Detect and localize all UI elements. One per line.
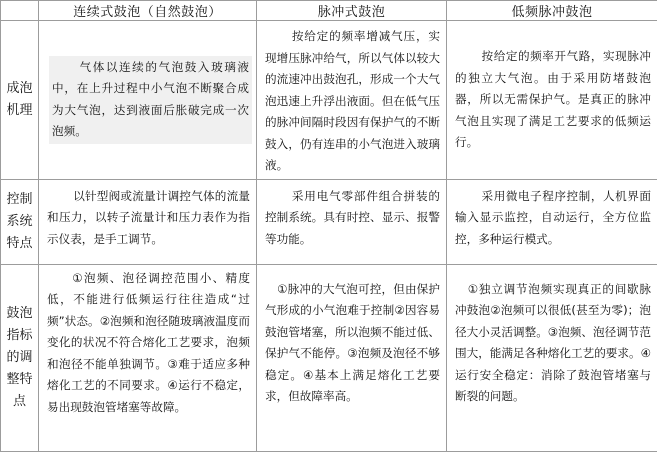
table-row [1,179,657,264]
table-cell [257,264,447,451]
cell-text: ①泡频、泡径调控范围小、精度低，不能进行低频运行往往造成“过频”状态。②泡频和泡径随玻璃液温度而变化的状况不符合熔化工艺要求，泡频和泡径不能单独调节。③难于适应多种熔化工艺的不同要求。④运行不稳定，易出现鼓泡管堵塞等故障。 [47,271,250,414]
row-label-bubbling-mechanism: 成泡机理 [1,21,39,180]
column-header-pulse: 脉冲式鼓泡 [257,1,447,21]
row-label-index-adjustment: 鼓泡指标的调整特点 [1,264,39,451]
cell-text: 按给定的频率增减气压，实现增压脉冲给气，所以气体以较大的流速冲出鼓泡孔，形成一个大气泡迅速上升浮出液面。但在低气压的脉冲间隔时段因有保护气的不断鼓入，仍有连串的小气泡进入玻璃液。 [265,29,440,172]
cell-text: ①脉冲的大气泡可控，但由保护气形成的小气泡难于控制②因容易鼓泡管堵塞，所以泡频不能过低、保护气不能停。③泡频及泡径不够稳定。④基本上满足熔化工艺要求，但故障率高。 [265,282,440,404]
row-label-control-system: 控制系统特点 [1,179,39,264]
cell-text: 采用电气零部件组合拼装的控制系统。具有时控、显示、报警等功能。 [265,189,440,246]
table-cell [39,179,257,264]
table-cell [447,21,657,180]
cell-text: ①独立调节泡频实现真正的间歇脉冲鼓泡②泡频可以很低(甚至为零)；泡径大小灵活调整。③泡频、泡径调节范围大，能满足各种熔化工艺的要求。④运行安全稳定：消除了鼓泡管堵塞与断裂的问题。 [455,282,651,404]
table-cell [447,264,657,451]
table-cell [39,21,257,180]
table-cell [447,179,657,264]
cell-text: 以针型阀或流量计调控气体的流量和压力，以转子流量计和压力表作为指示仪表，是手工调节。 [47,189,250,246]
table-row [1,21,657,180]
table-header-row [1,1,657,21]
cell-text: 气体以连续的气泡鼓入玻璃液中，在上升过程中小气泡不断聚合成为大气泡，达到液面后胀破完成一次泡频。 [52,60,249,139]
table-row [1,264,657,451]
column-header-low-freq-pulse: 低频脉冲鼓泡 [447,1,657,21]
cell-text-box [49,56,252,144]
cell-text: 按给定的频率开气路，实现脉冲的独立大气泡。由于采用防堵鼓泡器，所以无需保护气。是真正的脉冲气泡且实现了满足工艺要求的低频运行。 [455,49,651,149]
column-header-continuous: 连续式鼓泡（自然鼓泡） [39,1,257,21]
table-cell [257,21,447,180]
table-cell [257,179,447,264]
corner-header [1,1,39,21]
cell-text: 采用微电子程序控制，人机界面输入显示监控，自动运行，全方位监控，多种运行模式。 [455,189,651,246]
table-cell [39,264,257,451]
